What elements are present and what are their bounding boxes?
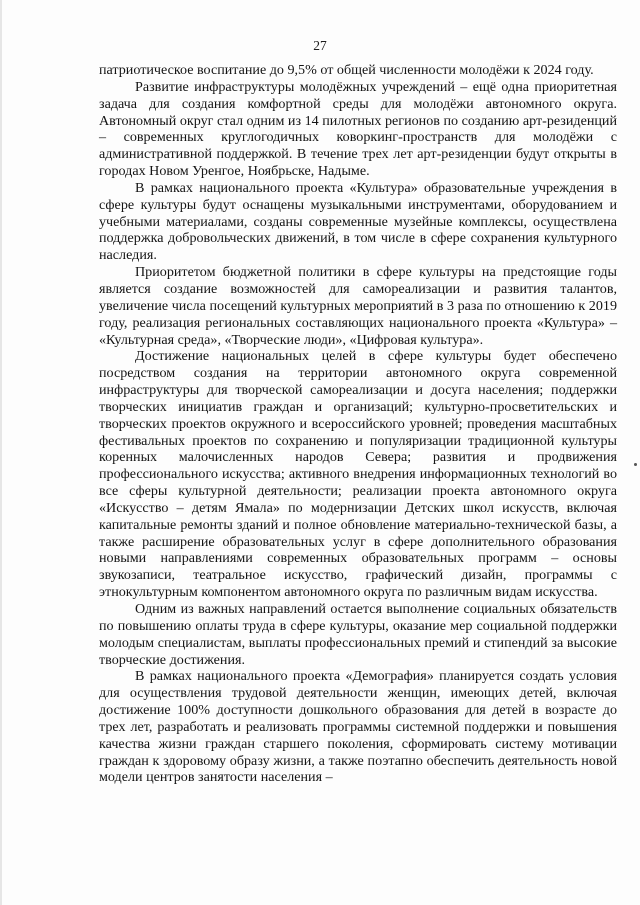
paragraph-national-goals-culture: Достижение национальных целей в сфере культуры будет обеспечено посредством создания на территории автономного округа современной инфраструктуры для творческой самореализации и досуга населения; поддержки творческих инициатив граждан и организаций; культурно-просветительских и творческих проектов окружного и всероссийского уровней; проведения масштабных фестивальных проектов по сохранению и популяризации традиционной культуры коренных малочисленных народов Севера; развития и продвижения профессионального искусства; активного внедрения информационных технологий во все сферы культурной деятельности; реализации проекта автономного округа «Искусство – детям Ямала» по модернизации Детских школ искусств, включая капитальные ремонты зданий и полное обновление материально-технической базы, а также расширение образовательных услуг в сфере дополнительного образования новыми направлениями современных образовательных программ – основы звукозаписи, театральное искусство, графический дизайн, программы с этнокультурным компонентом автономного округа по различным видам искусства. xyxy=(99,348,617,601)
paragraph-national-project-culture: В рамках национального проекта «Культура» образовательные учреждения в сфере культуры будут оснащены музыкальными инструментами, оборудованием и учебными материалами, созданы современные музейные комплексы, осуществлена поддержка добровольческих движений, в том числе в сфере сохранения культурного наследия. xyxy=(99,179,617,264)
scan-edge xyxy=(0,0,2,905)
paragraph-social-obligations: Одним из важных направлений остается выполнение социальных обязательств по повышению оплаты труда в сфере культуры, оказание мер социальной поддержки молодым специалистам, выплаты профессиональных премий и стипендий за высокие творческие достижения. xyxy=(99,601,617,668)
page-number: 27 xyxy=(313,38,327,53)
paragraph-national-project-demography: В рамках национального проекта «Демография» планируется создать условия для осуществления трудовой деятельности женщин, имеющих детей, включая достижение 100% доступности дошкольного образования для детей в возрасте до трех лет, разработать и реализовать программы системной поддержки и повышения качества жизни граждан старшего поколения, сформировать систему мотивации граждан к здоровому образу жизни, а также поэтапно обеспечить деятельность новой модели центров занятости населения – xyxy=(99,668,617,786)
paragraph-youth-patriotic-education: патриотическое воспитание до 9,5% от общей численности молодёжи к 2024 году. xyxy=(99,62,594,78)
paragraph-youth-infrastructure: Развитие инфраструктуры молодёжных учреждений – ещё одна приоритетная задача для создания комфортной среды для молодёжи автономного округа. Автономный округ стал одним из 14 пилотных регионов по созданию арт-резиденций – современных круглогодичных коворкинг-пространств для молодёжи с административной поддержкой. В течение трех лет арт-резиденции будут открыты в городах Новом Уренгое, Ноябрьске, Надыме. xyxy=(99,78,617,180)
scan-speck xyxy=(634,463,637,466)
paragraph-budget-priority-culture: Приоритетом бюджетной политики в сфере культуры на предстоящие годы является создание возможностей для самореализации и развития талантов, увеличение числа посещений культурных мероприятий в 3 раза по отношению к 2019 году, реализация региональных составляющих национального проекта «Культура» – «Культурная среда», «Творческие люди», «Цифровая культура». xyxy=(99,264,617,348)
document-body xyxy=(99,62,617,786)
